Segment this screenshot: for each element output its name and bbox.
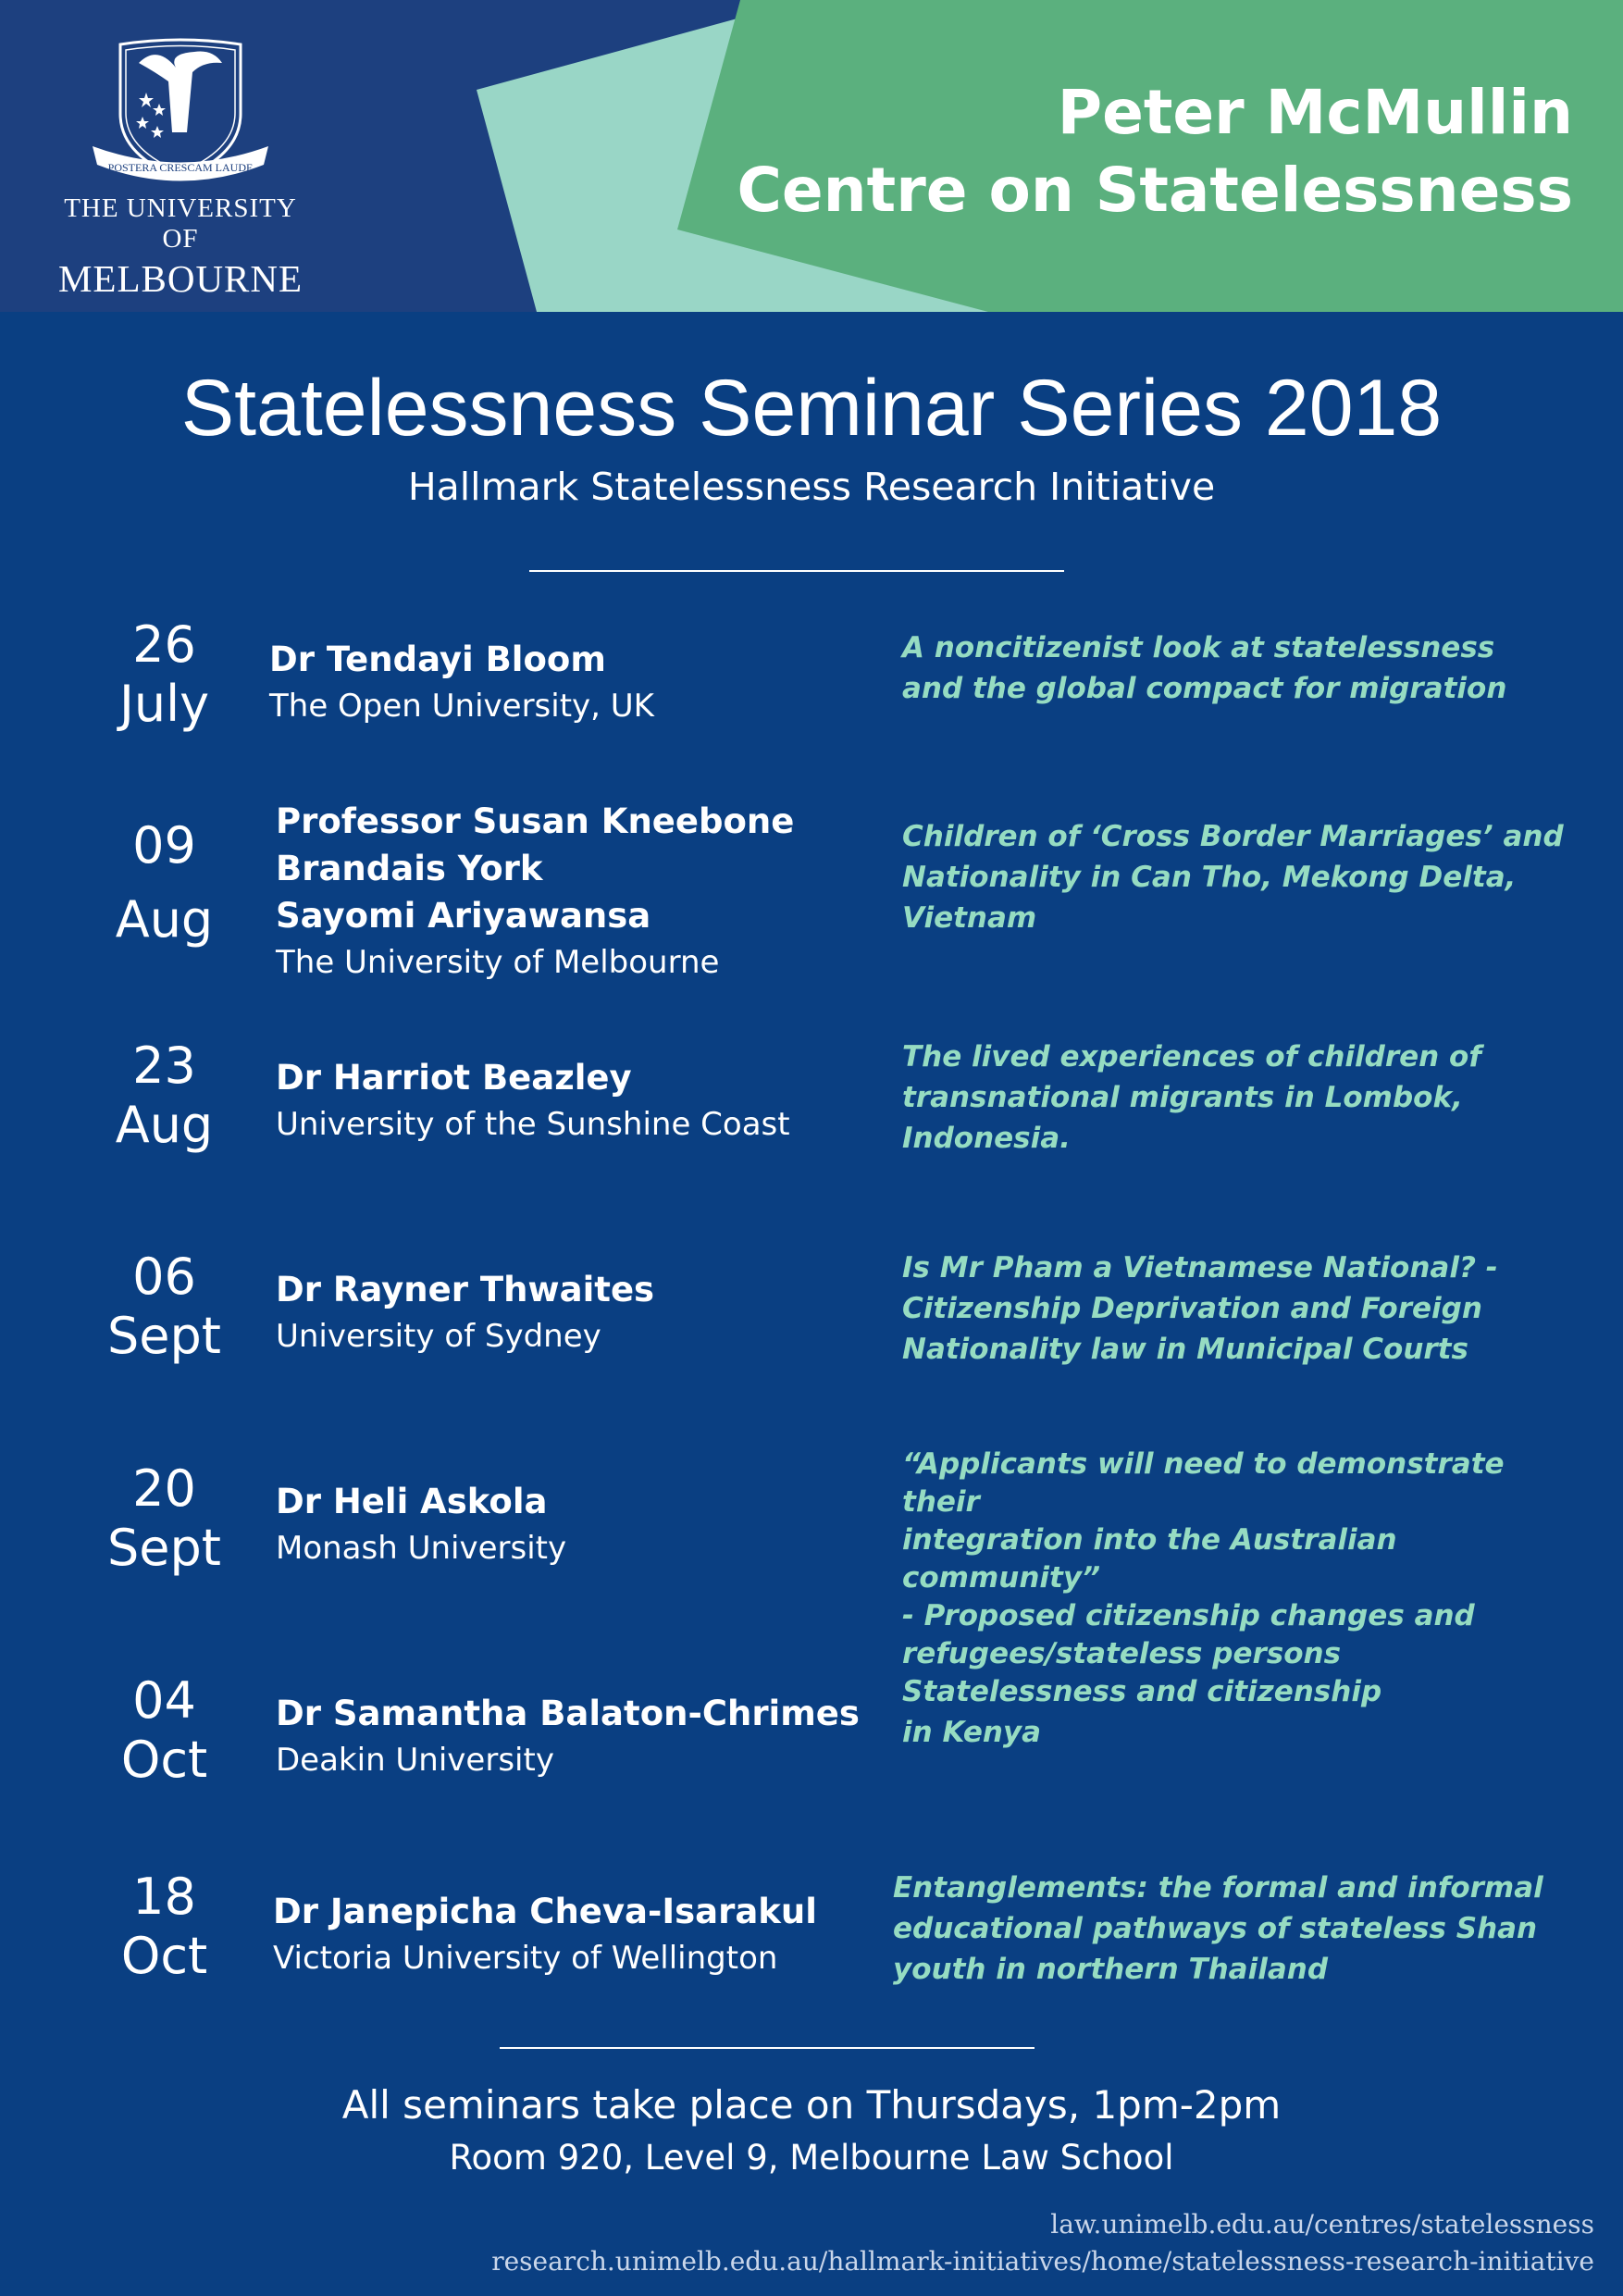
- speaker-name: Dr Samantha Balaton-Chrimes: [276, 1694, 860, 1733]
- seminar-date: [93, 1247, 236, 1366]
- seminar-date: [93, 615, 236, 734]
- seminar-month: Sept: [107, 1519, 221, 1577]
- centre-website-link[interactable]: law.unimelb.edu.au/centres/statelessness: [1050, 2209, 1594, 2240]
- speaker-institution: Deakin University: [276, 1742, 554, 1779]
- university-logo[interactable]: [46, 26, 315, 300]
- seminar-topic: Entanglements: the formal and informal educational pathways of stateless Shan youth in northern Thailand: [893, 1871, 1543, 1986]
- centre-title-line1: Peter McMullin: [1057, 77, 1573, 148]
- seminar-speaker-block: [276, 1690, 868, 1784]
- seminar-month: Aug: [115, 890, 214, 949]
- seminar-day: 09: [132, 816, 196, 875]
- speaker-name: Brandais York: [276, 849, 543, 888]
- speaker-institution: Victoria University of Wellington: [273, 1940, 778, 1977]
- speaker-institution: The University of Melbourne: [276, 944, 720, 981]
- speaker-name: Dr Tendayi Bloom: [269, 639, 606, 679]
- seminar-topic: Statelessness and citizenship in Kenya: [902, 1675, 1382, 1749]
- bottom-divider: [500, 2047, 1035, 2049]
- seminar-month: Oct: [120, 1731, 208, 1789]
- seminar-day: 26: [132, 615, 196, 674]
- seminar-day: 20: [132, 1459, 196, 1518]
- seminar-date: [93, 1036, 236, 1155]
- speaker-institution: University of Sydney: [276, 1318, 601, 1355]
- seminar-speaker-block: [276, 1054, 868, 1148]
- university-name-line1: THE UNIVERSITY OF: [64, 193, 297, 254]
- seminar-day: 04: [132, 1671, 196, 1730]
- crest-motto: POSTERA CRESCAM LAUDE: [107, 161, 254, 174]
- seminar-month: Sept: [107, 1307, 221, 1365]
- seminar-month: Oct: [120, 1927, 208, 1985]
- header-banner: [0, 0, 1623, 312]
- seminar-speaker-block: [269, 636, 861, 730]
- initiative-website-link[interactable]: research.unimelb.edu.au/hallmark-initiatives/home/statelessness-research-initiative: [491, 2246, 1594, 2277]
- university-name-line2: MELBOURNE: [57, 257, 304, 300]
- schedule-note: All seminars take place on Thursdays, 1pm-2pm: [341, 2082, 1282, 2128]
- speaker-name: Dr Janepicha Cheva-Isarakul: [273, 1892, 817, 1931]
- speaker-name: Dr Harriot Beazley: [276, 1058, 632, 1098]
- seminar-date: [93, 1868, 236, 1986]
- seminar-topic: Is Mr Pham a Vietnamese National? - Citizenship Deprivation and Foreign Nationality law in Municipal Courts: [902, 1251, 1498, 1366]
- seminar-month: Aug: [115, 1096, 214, 1154]
- seminar-speaker-block: [276, 798, 868, 987]
- speaker-name: Professor Susan Kneebone: [276, 801, 795, 841]
- seminar-topic: The lived experiences of children of transnational migrants in Lombok, Indonesia.: [902, 1040, 1481, 1155]
- speaker-institution: University of the Sunshine Coast: [276, 1106, 790, 1143]
- seminar-topic: “Applicants will need to demonstrate their integration into the Australian community” - Proposed citizenship changes and refugees/stateless persons: [902, 1447, 1505, 1670]
- seminar-date: [93, 1671, 236, 1790]
- seminar-topic: Children of ‘Cross Border Marriages’ and Nationality in Can Tho, Mekong Delta, Vietnam: [902, 820, 1564, 935]
- university-crest-icon: [83, 26, 278, 188]
- speaker-name: Sayomi Ariyawansa: [276, 896, 651, 936]
- seminar-day: 18: [132, 1868, 196, 1926]
- seminar-topic: A noncitizenist look at statelessness and the global compact for migration: [902, 631, 1507, 705]
- speaker-name: Dr Rayner Thwaites: [276, 1270, 655, 1309]
- seminar-date: [93, 816, 236, 949]
- seminar-date: [93, 1459, 236, 1578]
- seminar-day: 06: [132, 1247, 196, 1306]
- page-title: Statelessness Seminar Series 2018: [180, 364, 1443, 453]
- venue-note: Room 920, Level 9, Melbourne Law School: [449, 2138, 1174, 2178]
- centre-title-line2: Centre on Statelessness: [737, 155, 1573, 226]
- seminar-day: 23: [132, 1036, 196, 1095]
- seminar-speaker-block: [273, 1888, 865, 1982]
- speaker-institution: Monash University: [276, 1530, 567, 1567]
- seminar-speaker-block: [276, 1266, 868, 1360]
- speaker-institution: The Open University, UK: [269, 688, 654, 725]
- centre-title: [737, 74, 1573, 230]
- seminar-month: July: [118, 675, 210, 733]
- speaker-name: Dr Heli Askola: [276, 1482, 548, 1521]
- seminar-speaker-block: [276, 1478, 868, 1572]
- page-subtitle: Hallmark Statelessness Research Initiative: [407, 465, 1216, 509]
- top-divider: [529, 570, 1064, 572]
